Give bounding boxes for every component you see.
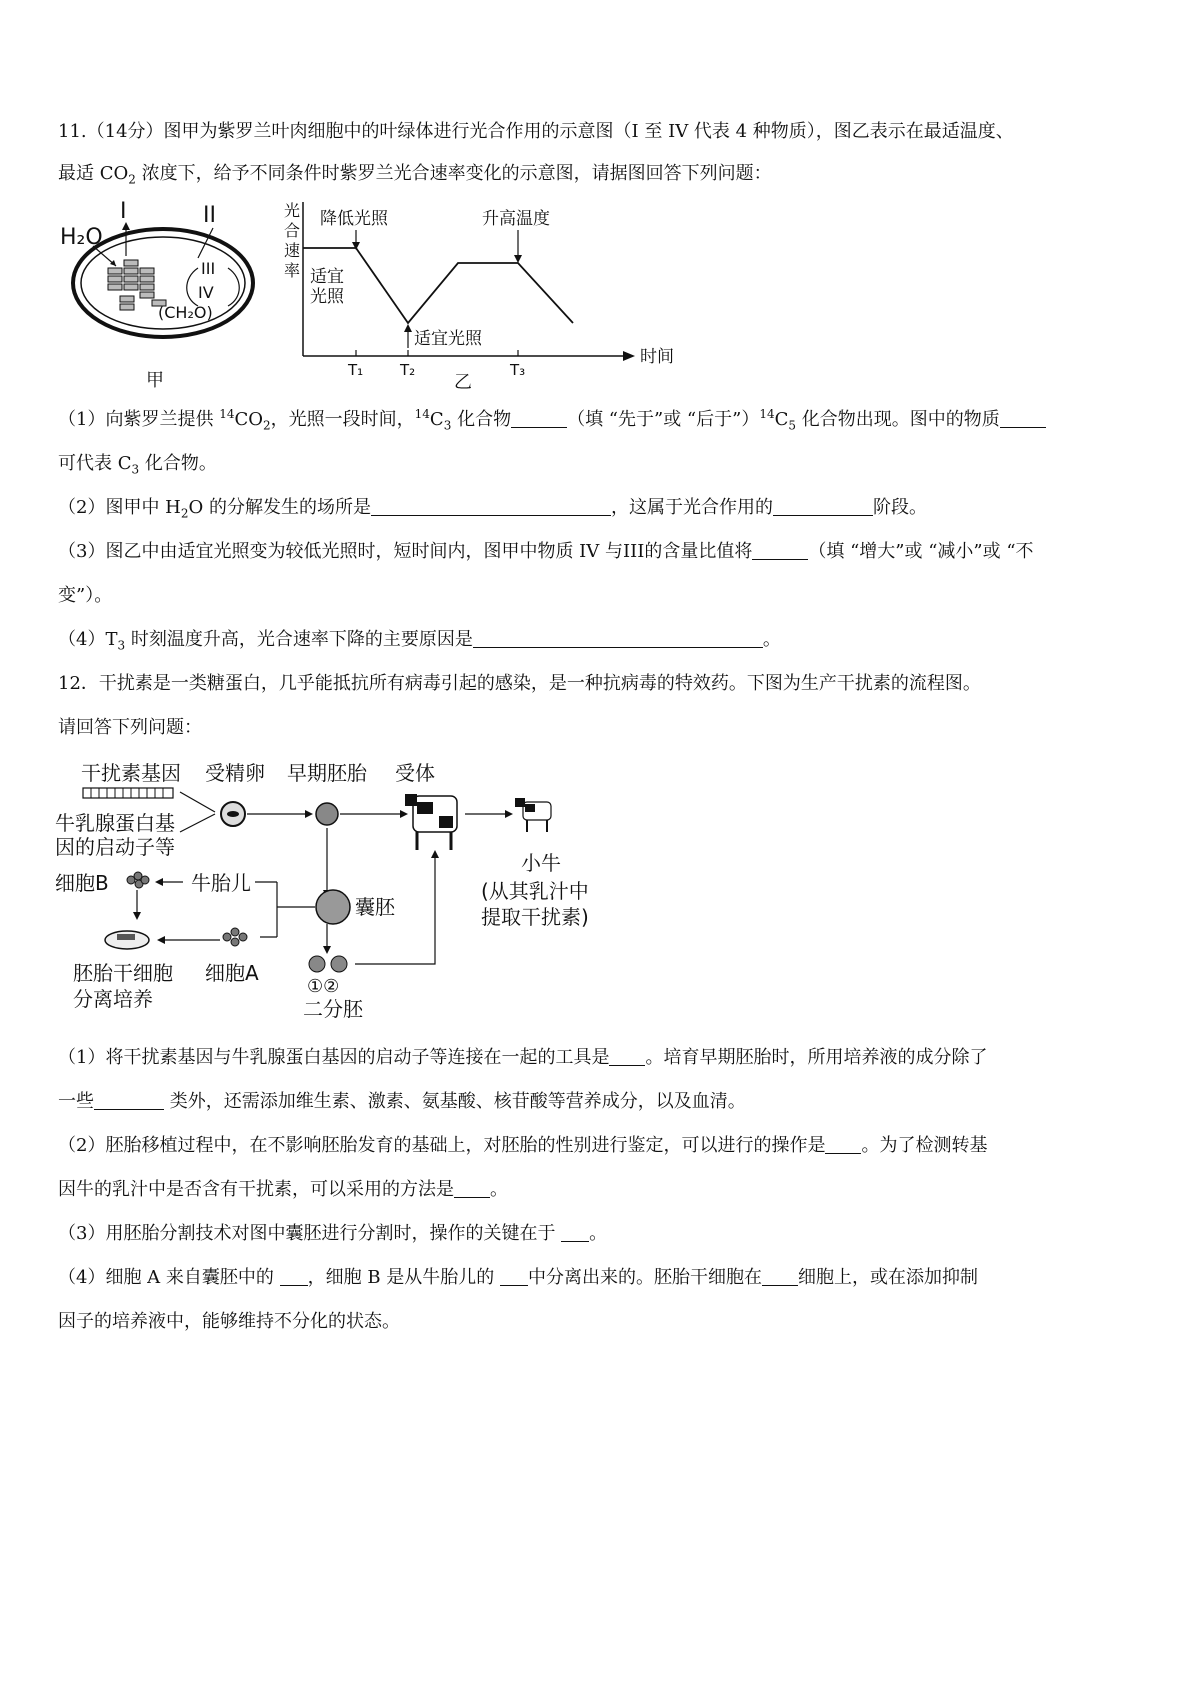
recipient-to-calf-arrow-head bbox=[505, 810, 513, 818]
y-label-2: 合 bbox=[284, 221, 301, 240]
q12-p2-text-b: 。为了检测转基 bbox=[861, 1135, 988, 1156]
q11-part3-line-2 bbox=[58, 582, 1138, 610]
note-raise-temp: 升高温度 bbox=[482, 209, 550, 229]
blastocyst-icon bbox=[316, 890, 350, 924]
q11-intro-line-1 bbox=[58, 118, 1138, 146]
calvin-cycle-left-arc bbox=[187, 268, 198, 306]
t1-label: T₁ bbox=[348, 361, 364, 379]
label-promoter-2: 因的启动子等 bbox=[55, 835, 175, 859]
q11-p1-line2-text-b: 化合物。 bbox=[139, 453, 217, 474]
q11-p4-text-b: 时刻温度升高，光合速率下降的主要原因是 bbox=[125, 629, 473, 650]
answer-blank[interactable] bbox=[561, 1223, 589, 1242]
q12-p1-text-b: 。培育早期胚胎时，所用培养液的成分除了 bbox=[645, 1047, 988, 1068]
q12-p4-line2-text: 因子的培养液中，能够维持不分化的状态。 bbox=[58, 1311, 400, 1332]
q11-p1-text-i: 化合物 bbox=[451, 409, 512, 430]
answer-blank[interactable] bbox=[511, 409, 567, 428]
t2-label: T₂ bbox=[400, 361, 416, 379]
label-es-cell-1: 胚胎干细胞 bbox=[73, 961, 173, 985]
early-embryo-icon bbox=[316, 803, 338, 825]
x-axis-arrow bbox=[623, 351, 635, 361]
twin-embryo-2-icon bbox=[331, 956, 347, 972]
q12-p1-text-a: （1）将干扰素基因与牛乳腺蛋白基因的启动子等连接在一起的工具是 bbox=[58, 1047, 610, 1068]
q12-part4-line-2 bbox=[58, 1308, 1138, 1336]
figure-chloroplast bbox=[58, 198, 268, 398]
culture-dish-cells bbox=[117, 934, 135, 940]
cella-to-culture-arrow-head bbox=[157, 936, 165, 944]
h2o-label: H₂O bbox=[60, 225, 103, 250]
q12-p3-text-b: 。 bbox=[589, 1223, 608, 1244]
q11-p1-sup-14a: 14 bbox=[219, 407, 235, 421]
q12-part2-line-2 bbox=[58, 1176, 1138, 1204]
label-calf-note-2: 提取干扰素) bbox=[481, 905, 589, 929]
note-reduce-light: 降低光照 bbox=[320, 209, 388, 229]
label-III: III bbox=[201, 259, 216, 278]
q11-part3-line-1 bbox=[58, 538, 1138, 566]
q12-part2-line-1 bbox=[58, 1132, 1138, 1160]
label-calf-note-1: (从其乳汁中 bbox=[481, 879, 589, 903]
q11-p1-c3: C bbox=[429, 409, 444, 430]
q12-p4-text-c: 中分离出来的。胚胎干细胞在 bbox=[528, 1267, 763, 1288]
q11-p1-sub-2: 2 bbox=[263, 418, 271, 433]
q12-p3-text-a: （3）用胚胎分割技术对图中囊胚进行分割时，操作的关键在于 bbox=[58, 1223, 562, 1244]
q11-part2-line bbox=[58, 494, 1138, 522]
calf-icon bbox=[515, 798, 551, 832]
figure-rate-graph bbox=[278, 198, 678, 398]
t3-label: T₃ bbox=[510, 361, 526, 379]
q11-p3-text-a: （3）图乙中由适宜光照变为较低光照时，短时间内，图甲中物质 IV 与III的含量比值将 bbox=[58, 541, 753, 562]
q11-p4-sub: 3 bbox=[117, 638, 126, 653]
answer-blank[interactable] bbox=[609, 1047, 645, 1066]
promoter-to-zygote-line bbox=[180, 814, 215, 832]
q12-part4-line-1 bbox=[58, 1264, 1138, 1292]
answer-blank[interactable] bbox=[371, 497, 611, 516]
answer-blank[interactable] bbox=[500, 1267, 528, 1286]
gene-bar-stripes bbox=[91, 788, 163, 798]
calvin-cycle-right-arc bbox=[228, 268, 239, 306]
blastocyst-to-twin-arrow-head bbox=[323, 946, 331, 954]
q12-p2-text-a: （2）胚胎移植过程中，在不影响胚胎发育的基础上，对胚胎的性别进行鉴定，可以进行的操作是 bbox=[58, 1135, 826, 1156]
q11-part1-line-2 bbox=[58, 450, 1138, 478]
q11-p1-line2-text: 可代表 C bbox=[58, 453, 132, 474]
q12-p4-text-d: 细胞上，或在添加抑制 bbox=[798, 1267, 979, 1288]
ch2o-label: (CH₂O) bbox=[158, 303, 213, 322]
label-promoter-1: 牛乳腺蛋白基 bbox=[55, 811, 175, 835]
cell-b-cluster-icon bbox=[127, 872, 149, 888]
q11-part4-line bbox=[58, 626, 1138, 654]
q12-p4-text-a: （4）细胞 A 来自囊胚中的 bbox=[58, 1267, 280, 1288]
figure-jia-caption: 甲 bbox=[146, 370, 164, 391]
label-zygote: 受精卵 bbox=[205, 761, 265, 785]
q11-p2-sub: 2 bbox=[180, 506, 189, 521]
q11-p1-co: CO bbox=[234, 409, 263, 430]
answer-blank[interactable] bbox=[762, 1267, 798, 1286]
q12-p1-line2-text-b: 类外，还需添加维生素、激素、氨基酸、核苷酸等营养成分，以及血清。 bbox=[164, 1091, 746, 1112]
suitable-light-arrow-head bbox=[404, 324, 412, 332]
q11-p1-sup-14b: 14 bbox=[414, 407, 430, 421]
figure-yi-caption: 乙 bbox=[454, 372, 472, 393]
q12-intro-line-2 bbox=[58, 714, 1138, 742]
q11-p4-text-c: 。 bbox=[762, 629, 781, 650]
x-axis-label: 时间 bbox=[640, 347, 674, 367]
q11-p2-text-b: O 的分解发生的场所是 bbox=[188, 497, 371, 518]
q11-intro-co2: 最适 CO bbox=[58, 163, 129, 184]
y-label-3: 速 bbox=[284, 241, 301, 260]
label-twin-embryo: 二分胚 bbox=[303, 997, 363, 1021]
q11-p1-sup-14c: 14 bbox=[759, 407, 775, 421]
answer-blank[interactable] bbox=[280, 1267, 308, 1286]
note-suitable-1: 适宜 bbox=[310, 267, 344, 287]
label-es-cell-2: 分离培养 bbox=[73, 987, 153, 1011]
zygote-nucleus bbox=[227, 811, 239, 817]
q12-part3-line bbox=[58, 1220, 1138, 1248]
q11-p2-text-a: （2）图甲中 H bbox=[58, 497, 181, 518]
q11-intro-co2-sub: 2 bbox=[128, 172, 136, 187]
q11-p1-text-n: 化合物出现。图中的物质 bbox=[796, 409, 1000, 430]
answer-blank[interactable] bbox=[825, 1135, 861, 1154]
note-suitable-light: 适宜光照 bbox=[414, 329, 482, 349]
zygote-to-embryo-arrow-head bbox=[305, 810, 313, 818]
label-recipient: 受体 bbox=[395, 761, 435, 785]
q11-p2-text-c: ，这属于光合作用的 bbox=[611, 497, 773, 518]
label-fetus: 牛胎儿 bbox=[191, 871, 251, 895]
answer-blank[interactable] bbox=[752, 541, 808, 560]
gene-bar bbox=[83, 788, 173, 798]
q12-intro-text-1: 12．干扰素是一类糖蛋白，几乎能抵抗所有病毒引起的感染，是一种抗病毒的特效药。下图为生产干扰素的流程图。 bbox=[58, 673, 981, 694]
label-interferon-gene: 干扰素基因 bbox=[81, 761, 181, 785]
fetus-to-cellb-arrow-head bbox=[155, 878, 163, 886]
label-IV: IV bbox=[198, 283, 214, 302]
label-I: I bbox=[120, 199, 127, 224]
note-suitable-2: 光照 bbox=[310, 287, 344, 307]
y-label-1: 光 bbox=[284, 201, 301, 220]
q11-intro-line-2 bbox=[58, 160, 1138, 188]
label-calf: 小牛 bbox=[521, 851, 561, 875]
embryo-to-recipient-arrow-head bbox=[400, 810, 408, 818]
q11-p1-c5: C bbox=[774, 409, 789, 430]
q12-p2-line2-text-b: 。 bbox=[490, 1179, 508, 1200]
q11-intro-text-2: 浓度下，给予不同条件时紫罗兰光合速率变化的示意图，请据图回答下列问题： bbox=[135, 163, 772, 184]
answer-blank[interactable] bbox=[773, 497, 873, 516]
answer-blank[interactable] bbox=[94, 1091, 164, 1110]
twin-embryo-1-icon bbox=[309, 956, 325, 972]
q11-p1-line2-sub: 3 bbox=[131, 462, 140, 477]
answer-blank[interactable] bbox=[1000, 409, 1046, 428]
q11-p1-text-e: ，光照一段时间， bbox=[270, 409, 415, 430]
q11-p4-text-a: （4）T bbox=[58, 629, 118, 650]
q12-p2-line2-text-a: 因牛的乳汁中是否含有干扰素，可以采用的方法是 bbox=[58, 1179, 454, 1200]
cellb-to-culture-arrow-head bbox=[133, 912, 141, 920]
q11-p3-text-b: （填 “增大”或 “减小”或 “不 bbox=[808, 541, 1034, 562]
recipient-cow-icon bbox=[405, 794, 457, 850]
q12-p1-line2-text-a: 一些 bbox=[58, 1091, 94, 1112]
q11-p1-sub-3: 3 bbox=[443, 418, 452, 433]
q11-p3-line2-text: 变”）。 bbox=[58, 585, 113, 606]
cell-a-cluster-icon bbox=[223, 928, 247, 946]
label-cell-b: 细胞B bbox=[55, 871, 109, 895]
label-twin-marks: ①② bbox=[307, 976, 340, 997]
q12-part1-line-1 bbox=[58, 1044, 1138, 1072]
label-II: II bbox=[203, 203, 216, 228]
label-cell-a: 细胞A bbox=[205, 961, 259, 985]
q11-part1-line-1 bbox=[58, 406, 1138, 434]
q12-intro-text-2: 请回答下列问题： bbox=[58, 717, 202, 738]
q11-p1-text-a: （1）向紫罗兰提供 bbox=[58, 409, 220, 430]
raise-temp-arrow-head bbox=[514, 255, 522, 263]
label-blastocyst: 囊胚 bbox=[355, 895, 395, 919]
q12-p4-text-b: ，细胞 B 是从牛胎儿的 bbox=[307, 1267, 501, 1288]
y-label-4: 率 bbox=[284, 261, 301, 280]
label-early-embryo: 早期胚胎 bbox=[287, 761, 367, 785]
twin-to-recipient-arrow-head bbox=[431, 850, 439, 858]
q11-intro-text-1: 11.（14分）图甲为紫罗兰叶肉细胞中的叶绿体进行光合作用的示意图（I 至 IV 代表 4 种物质），图乙表示在最适温度、 bbox=[58, 121, 1014, 142]
q11-p2-text-d: 阶段。 bbox=[873, 497, 927, 518]
answer-blank[interactable] bbox=[473, 629, 763, 648]
figure-interferon-flowchart bbox=[55, 752, 655, 1032]
q12-part1-line-2 bbox=[58, 1088, 1138, 1116]
gene-to-zygote-line bbox=[180, 792, 215, 812]
answer-blank[interactable] bbox=[454, 1179, 490, 1198]
q11-p1-text-j: （填 “先于”或 “后于”） bbox=[567, 409, 760, 430]
q12-intro-line-1 bbox=[58, 670, 1138, 698]
q11-p1-sub-5: 5 bbox=[788, 418, 797, 433]
